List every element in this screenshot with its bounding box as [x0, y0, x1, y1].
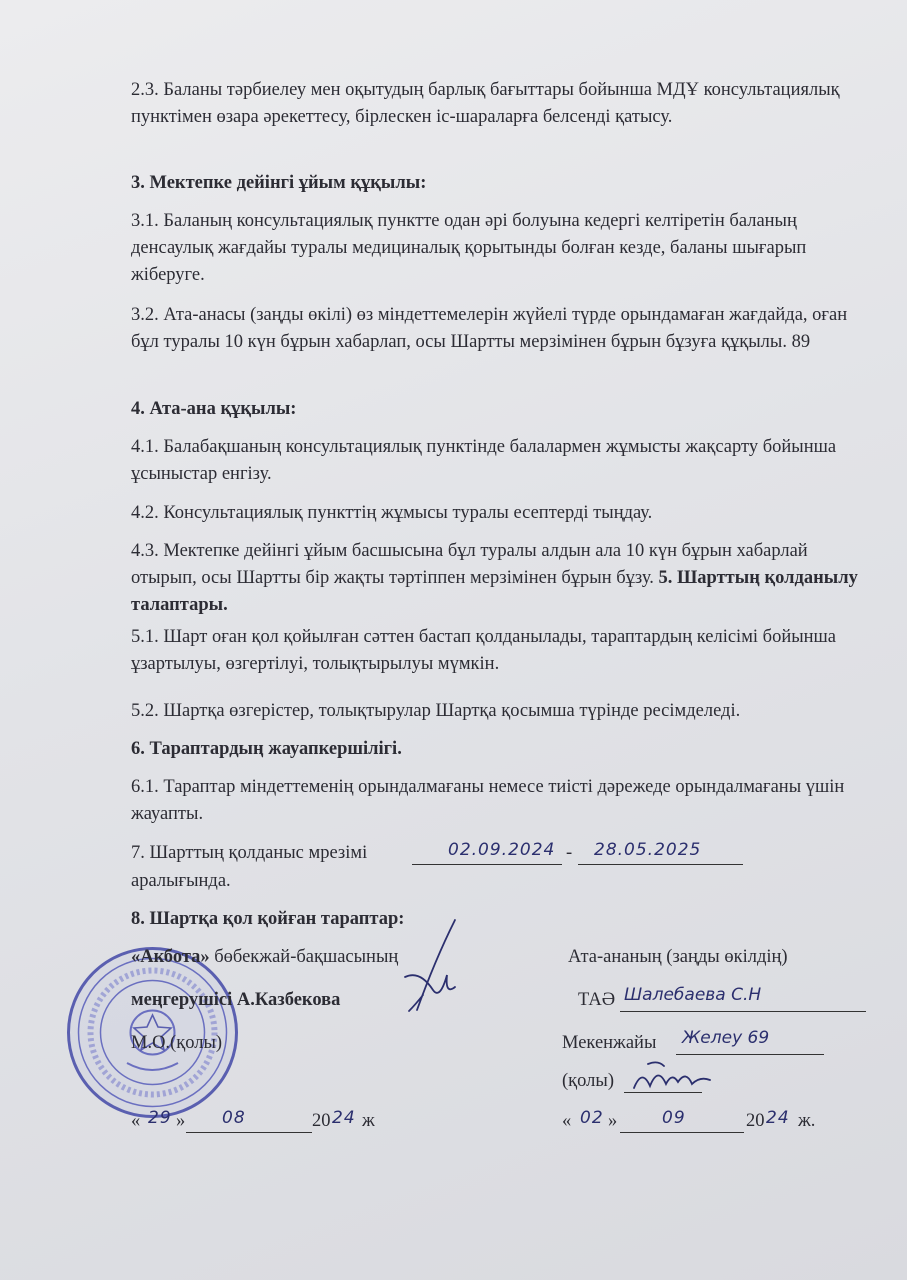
clause-7-prefix: 7. Шарттың қолданыс мрезімі [131, 843, 368, 863]
clause-3-1: 3.1. Баланың консультациялық пунктте одан әрі болуына кедергі келтіретін баланың денсаулық жағдайы туралы медициналық қорытынды болған кезде, баланы шығарып жіберуге. [131, 211, 807, 285]
seal-sign-label: М.О.(қолы) [131, 1033, 223, 1053]
head-name: меңгерушісі А.Казбекова [131, 990, 341, 1010]
section-4-heading: 4. Ата-ана құқылы: [131, 399, 297, 419]
section-3-heading: 3. Мектепке дейінгі ұйым құқылы: [131, 173, 427, 193]
clause-4-3 [131, 538, 866, 619]
right-date-year: 24 [766, 1108, 790, 1128]
date-from-line [412, 864, 562, 865]
right-date-open: « [562, 1111, 572, 1131]
parent-name-handwritten: Шалебаева С.Н [624, 985, 762, 1005]
right-year-prefix: 20 [746, 1111, 765, 1131]
left-year-suffix: ж [362, 1111, 375, 1131]
left-month-line [186, 1132, 312, 1133]
right-date-day: 02 [580, 1108, 604, 1128]
clause-4-1: 4.1. Балабақшаның консультациялық пунктінде балалармен жұмысты жақсарту бойынша ұсыныстар енгізу. [131, 437, 837, 484]
left-date-year: 24 [332, 1108, 356, 1128]
left-date-open: « [131, 1111, 141, 1131]
right-year-suffix: ж. [798, 1111, 816, 1131]
section-5-heading: 5. Шарттың қолданылу талаптары. [131, 568, 858, 615]
parent-address-label: Мекенжайы [562, 1033, 657, 1053]
left-year-prefix: 20 [312, 1111, 331, 1131]
clause-2-3: 2.3. Баланы тәрбиелеу мен оқытудың барлық бағыттары бойынша МДҰ консультациялық пунктімен өзара әрекеттесу, бірлескен іс-шараларға белсенді қатысу. [131, 80, 840, 127]
section-6-heading: 6. Тараптардың жауапкершілігі. [131, 739, 402, 759]
head-signature [395, 915, 465, 1025]
clause-4-2: 4.2. Консультациялық пункттің жұмысы туралы есептерді тыңдау. [131, 503, 653, 523]
section-8-heading: 8. Шартқа қол қойған тараптар: [131, 909, 405, 929]
parent-fio-line [620, 1011, 866, 1012]
date-to-handwritten: 28.05.2025 [594, 840, 702, 860]
left-org-line [131, 944, 398, 971]
clause-4-3-text: 4.3. Мектепке дейінгі ұйым басшысына бұл туралы алдын ала 10 күн бұрын хабарлай отырып, осы Шартты бір жақты тәртіппен мерзімінен бұрын бұзу. [131, 541, 808, 588]
parent-sign-label: (қолы) [562, 1071, 614, 1091]
date-from-handwritten: 02.09.2024 [448, 840, 556, 860]
parent-signature [628, 1058, 718, 1098]
parent-address-line [676, 1054, 824, 1055]
date-to-line [578, 864, 743, 865]
left-date-month: 08 [222, 1108, 246, 1128]
parent-title: Ата-ананың (заңды өкілдің) [568, 947, 788, 967]
left-date-close: » [176, 1111, 186, 1131]
clause-7-dash: - [566, 843, 573, 863]
clause-7-suffix: аралығында. [131, 871, 231, 891]
org-name: «Акбота» [131, 947, 210, 967]
parent-fio-label: ТАӘ [578, 990, 616, 1010]
right-date-month: 09 [662, 1108, 686, 1128]
parent-address-handwritten: Желеу 69 [682, 1028, 770, 1048]
left-date-day: 29 [148, 1108, 172, 1128]
right-month-line [620, 1132, 744, 1133]
org-type: бөбекжай-бақшасының [209, 947, 399, 967]
clause-3-2: 3.2. Ата-анасы (заңды өкілі) өз міндеттемелерін жүйелі түрде орындамаған жағдайда, оған бұл туралы 10 күн бұрын хабарлап, осы Шартты мерзімінен бұрын бұзуға құқылы. 89 [131, 305, 848, 352]
clause-5-2: 5.2. Шартқа өзгерістер, толықтырулар Шартқа қосымша түрінде ресімделеді. [131, 701, 741, 721]
clause-5-1: 5.1. Шарт оған қол қойылған сәттен бастап қолданылады, тараптардың келісімі бойынша ұзартылуы, өзгертілуі, толықтырылуы мүмкін. [131, 627, 837, 674]
clause-6-1: 6.1. Тараптар міндеттеменің орындалмағаны немесе тиісті дәрежеде орындалмағаны үшін жауапты. [131, 777, 845, 824]
right-date-close: » [608, 1111, 618, 1131]
